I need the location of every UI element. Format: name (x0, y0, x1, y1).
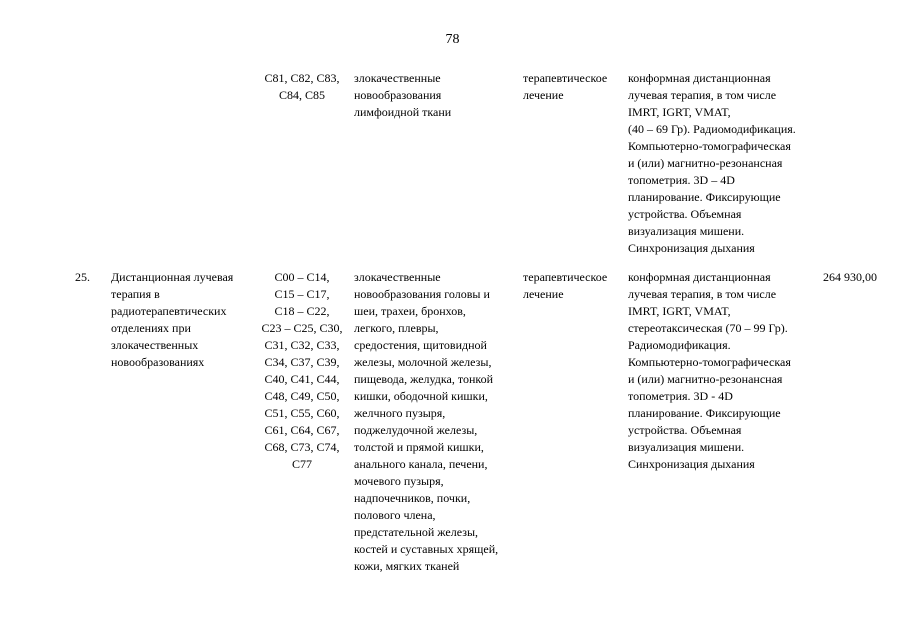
text-line: Синхронизация дыхания (628, 457, 755, 471)
row1-disease (354, 70, 451, 121)
text-line: Радиомодификация. (628, 338, 731, 352)
text-line: С77 (291, 457, 312, 471)
text-line: визуализация мишени. (628, 224, 745, 238)
row2-disease (354, 269, 498, 575)
text-line: визуализация мишени. (628, 440, 745, 454)
text-line: поджелудочной железы, (354, 423, 478, 437)
row2-treatment (523, 269, 607, 303)
text-line: новообразования головы и (354, 287, 490, 301)
text-line: радиотерапевтических (111, 304, 227, 318)
text-line: толстой и прямой кишки, (354, 440, 484, 454)
text-line: злокачественные (354, 270, 441, 284)
text-line: злокачественных (111, 338, 199, 352)
text-line: лечение (523, 88, 564, 102)
text-line: С15 – С17, (274, 287, 330, 301)
row1-method (628, 70, 796, 257)
text-line: планирование. Фиксирующие (628, 190, 781, 204)
text-line: новообразованиях (111, 355, 205, 369)
text-line: предстательной железы, (354, 525, 479, 539)
text-line: конформная дистанционная (628, 270, 771, 284)
text-line: С31, С32, С33, (264, 338, 340, 352)
text-line: стереотаксическая (70 – 99 Гр). (628, 321, 788, 335)
text-line: IMRT, IGRT, VMAT, (628, 105, 731, 119)
text-line: С00 – С14, (274, 270, 330, 284)
row2-name (111, 269, 233, 371)
text-line: С40, С41, С44, (264, 372, 340, 386)
text-line: отделениях при (111, 321, 191, 335)
text-line: топометрия. 3D – 4D (628, 173, 735, 187)
text-line: С34, С37, С39, (264, 355, 340, 369)
text-line: (40 – 69 Гр). Радиомодификация. (628, 122, 796, 136)
text-line: Дистанционная лучевая (111, 270, 234, 284)
text-line: и (или) магнитно-резонансная (628, 156, 783, 170)
text-line: лимфоидной ткани (354, 105, 452, 119)
text-line: и (или) магнитно-резонансная (628, 372, 783, 386)
text-line: полового члена, (354, 508, 436, 522)
row2-cost: 264 930,00 (823, 270, 877, 284)
text-line: С84, С85 (278, 88, 325, 102)
text-line: С61, С64, С67, (264, 423, 340, 437)
text-line: пищевода, желудка, тонкой (354, 372, 494, 386)
text-line: кожи, мягких тканей (354, 559, 460, 573)
text-line: анального канала, печени, (354, 457, 488, 471)
text-line: устройства. Объемная (628, 423, 742, 437)
text-line: шеи, трахеи, бронхов, (354, 304, 466, 318)
text-line: лечение (523, 287, 564, 301)
row1-codes (258, 70, 346, 104)
text-line: железы, молочной железы, (354, 355, 492, 369)
text-line: устройства. Объемная (628, 207, 742, 221)
text-line: средостения, щитовидной (354, 338, 487, 352)
text-line: Компьютерно-томографическая (628, 355, 791, 369)
text-line: костей и суставных хрящей, (354, 542, 499, 556)
text-line: терапевтическое (523, 270, 608, 284)
text-line: желчного пузыря, (354, 406, 446, 420)
text-line: злокачественные (354, 71, 441, 85)
text-line: топометрия. 3D - 4D (628, 389, 733, 403)
text-line: Синхронизация дыхания (628, 241, 755, 255)
text-line: мочевого пузыря, (354, 474, 444, 488)
text-line: лучевая терапия, в том числе (628, 287, 777, 301)
row1-treatment (523, 70, 607, 104)
text-line: новообразования (354, 88, 442, 102)
text-line: терапевтическое (523, 71, 608, 85)
text-line: IMRT, IGRT, VMAT, (628, 304, 731, 318)
text-line: лучевая терапия, в том числе (628, 88, 777, 102)
text-line: кишки, ободочной кишки, (354, 389, 488, 403)
text-line: терапия в (111, 287, 160, 301)
text-line: планирование. Фиксирующие (628, 406, 781, 420)
text-line: С51, С55, С60, (264, 406, 340, 420)
row2-number: 25. (75, 270, 90, 284)
row2-method (628, 269, 791, 473)
text-line: С18 – С22, (274, 304, 330, 318)
text-line: С23 – С25, С30, (261, 321, 343, 335)
row2-codes (256, 269, 348, 473)
page-number: 78 (445, 32, 460, 47)
text-line: С81, С82, С83, (264, 71, 340, 85)
text-line: С68, С73, С74, (264, 440, 340, 454)
text-line: Компьютерно-томографическая (628, 139, 791, 153)
text-line: надпочечников, почки, (354, 491, 471, 505)
text-line: легкого, плевры, (354, 321, 439, 335)
text-line: конформная дистанционная (628, 71, 771, 85)
text-line: С48, С49, С50, (264, 389, 340, 403)
